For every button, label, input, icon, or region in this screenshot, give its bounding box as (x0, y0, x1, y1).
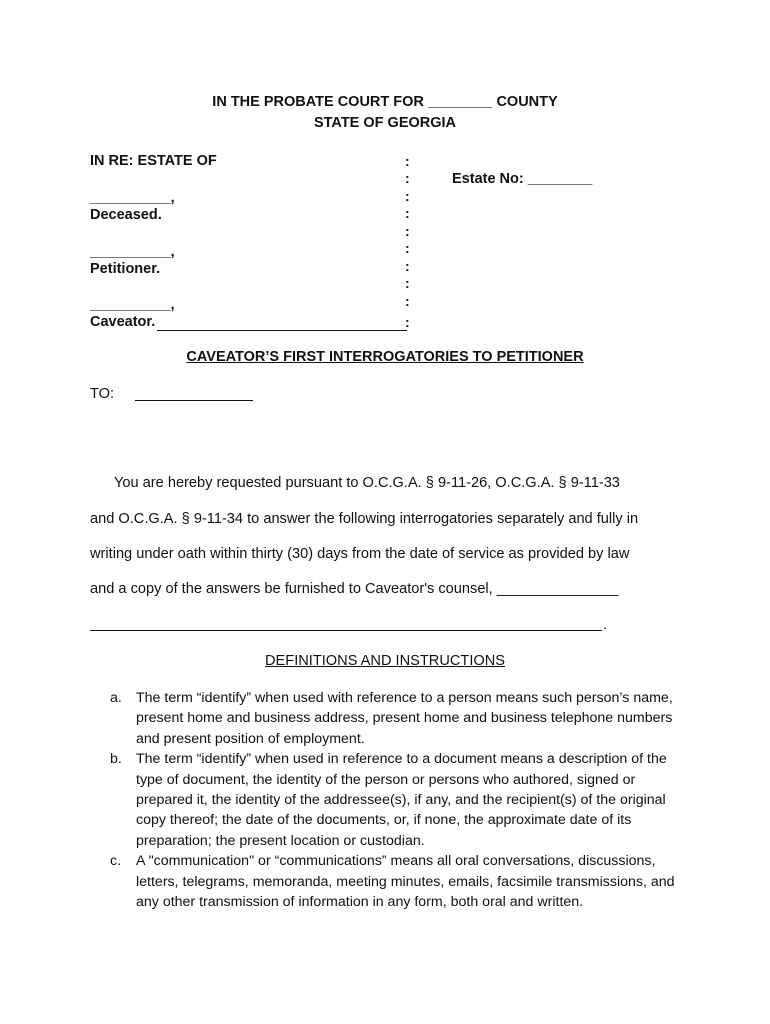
caption-colon: : (405, 205, 410, 221)
caveator-name-blank: __________, (90, 297, 175, 313)
body-line: and a copy of the answers be furnished to Caveator's counsel, _______________ (90, 581, 619, 597)
court-heading-line1: IN THE PROBATE COURT FOR ________ COUNTY (212, 94, 558, 110)
caption-bottom-rule (157, 330, 407, 331)
court-heading-line2: STATE OF GEORGIA (313, 115, 457, 131)
caption-colon: : (405, 153, 410, 169)
counsel-line-period: . (603, 617, 608, 633)
body-line: and O.C.G.A. § 9-11-34 to answer the following interrogatories separately and fully in (90, 511, 639, 527)
caption-colon: : (405, 275, 410, 291)
caption-colon: : (405, 314, 410, 330)
caption-colon: : (405, 223, 410, 239)
list-marker: a. (110, 690, 122, 706)
estate-number-label-text: Estate No: (452, 171, 524, 187)
definition-text: A "communication" or “communications” means all oral conversations, discussions, letters, telegrams, memoranda, meeting minutes, emails, facsimile transmissions, and any other transmission of information in any form, both oral and written. (136, 853, 675, 911)
deceased-name-blank: __________, (90, 190, 175, 206)
list-marker: b. (110, 751, 122, 768)
definition-text: The term “identify” when used in reference to a document means a description of the type of document, the identity of the person or persons who authored, signed or prepared it, the identity of the addressee(s), if any, and the recipient(s) of the original copy thereof; the date of the documents, or, if none, the approximate date of its preparation; the present location or custodian. (136, 751, 667, 849)
estate-number-label (452, 171, 592, 187)
body-line: You are hereby requested pursuant to O.C.G.A. § 9-11-26, O.C.G.A. § 9-11-33 (114, 475, 620, 491)
definition-text: The term “identify” when used with reference to a person means such person’s name, present home and business address, present home and business telephone numbers and present position of employment. (136, 690, 673, 747)
body-line: writing under oath within thirty (30) days from the date of service as provided by law (90, 546, 630, 562)
definition-item (110, 688, 690, 749)
definition-item (110, 749, 690, 851)
to-recipient-blank (135, 400, 253, 401)
document-title: CAVEATOR’S FIRST INTERROGATORIES TO PETITIONER (186, 349, 584, 365)
list-marker: c. (110, 853, 122, 870)
definitions-heading: DEFINITIONS AND INSTRUCTIONS (265, 653, 505, 669)
counsel-blank-line (90, 630, 602, 631)
caveator-label: Caveator. (90, 314, 156, 330)
definitions-list (110, 688, 690, 912)
to-label: TO: (90, 386, 115, 402)
petitioner-label: Petitioner. (90, 261, 161, 277)
caption-colon: : (405, 240, 410, 256)
estate-number-blank: ________ (527, 171, 593, 187)
caption-colon: : (405, 170, 410, 186)
deceased-label: Deceased. (90, 207, 162, 223)
caption-colon: : (405, 188, 410, 204)
in-re-estate-label: IN RE: ESTATE OF (90, 153, 217, 169)
petitioner-name-blank: __________, (90, 244, 175, 260)
definition-item (110, 851, 690, 912)
caption-colon: : (405, 258, 410, 274)
caption-colon: : (405, 293, 410, 309)
